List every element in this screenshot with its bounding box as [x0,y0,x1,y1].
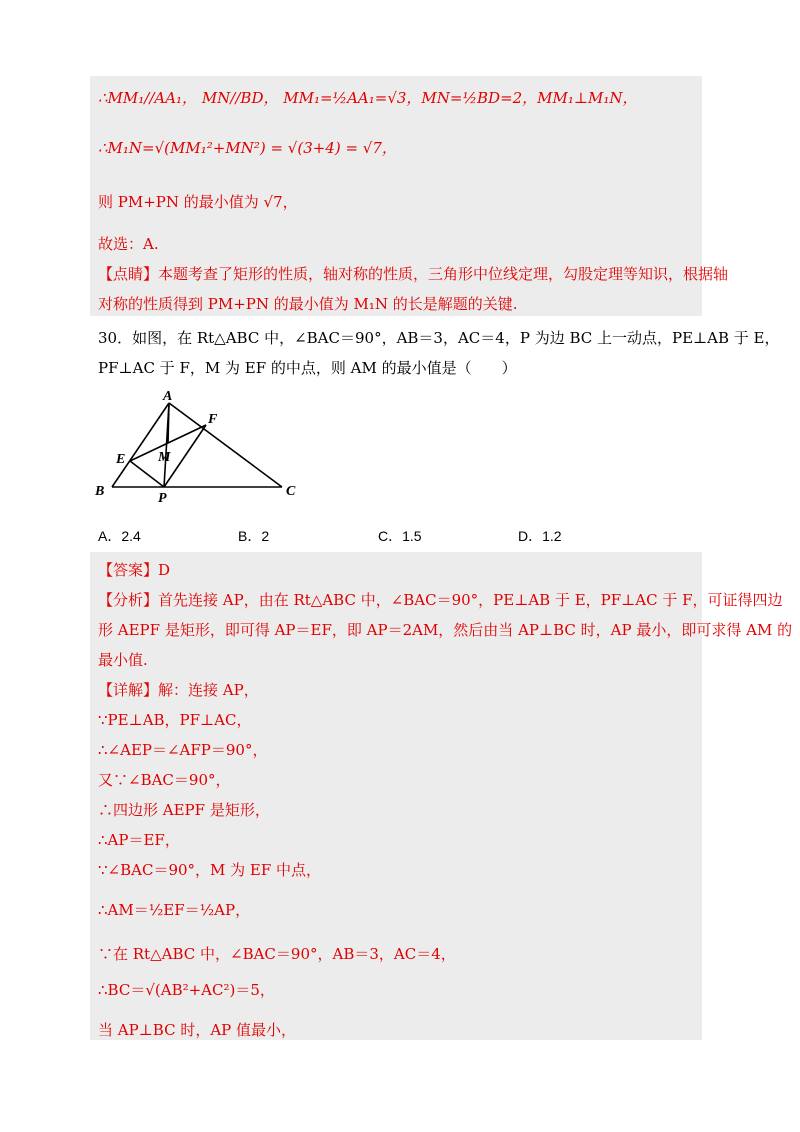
label-B: B [95,484,105,499]
triangle-figure [90,385,310,505]
segment-AB [112,403,169,487]
label-C: C [286,484,296,499]
detail-line-5: ∴四边形 AEPF 是矩形， [98,801,270,819]
top-line-1: ∴MM₁//AA₁， MN//BD， MM₁=½AA₁=√3，MN=½BD=2，MM₁⊥M₁N， [98,89,638,107]
label-E: E [116,452,126,467]
detail-line-11: 当 AP⊥BC 时，AP 值最小， [98,1021,297,1039]
option-a: A．2.4 [98,528,141,544]
option-b: B．2 [238,528,270,544]
label-A: A [163,389,173,404]
detail-line-9: ∵在 Rt△ABC 中，∠BAC＝90°，AB＝3，AC＝4， [98,945,456,963]
option-c: C．1.5 [378,528,422,544]
label-F: F [208,412,218,427]
label-P: P [158,491,167,505]
detail-line-10: ∴BC＝√(AB²+AC²)＝5， [98,981,275,999]
label-M: M [158,450,171,465]
top-line-3: 则 PM+PN 的最小值为 √7， [98,193,298,211]
top-line-4: 故选：A. [98,235,159,253]
question-line-1: 30．如图，在 Rt△ABC 中，∠BAC＝90°，AB＝3，AC＝4，P 为边 BC 上一动点，PE⊥AB 于 E， [98,329,780,347]
segment-AM [168,403,169,443]
answer-line: 【答案】D [98,561,171,579]
analysis-line-3: 最小值. [98,651,148,669]
detail-line-7: ∵∠BAC＝90°，M 为 EF 中点， [98,861,322,879]
analysis-line-1: 【分析】首先连接 AP，由在 Rt△ABC 中，∠BAC＝90°，PE⊥AB 于 E，PF⊥AC 于 F，可证得四边 [98,591,783,609]
detail-line-2: ∵PE⊥AB，PF⊥AC， [98,711,252,729]
option-d: D．1.2 [518,528,562,544]
detail-line-3: ∴∠AEP＝∠AFP＝90°， [98,741,268,759]
analysis-line-2: 形 AEPF 是矩形，即可得 AP＝EF，即 AP＝2AM，然后由当 AP⊥BC 时，AP 最小，即可求得 AM 的 [98,621,793,639]
segment-AC [169,403,282,487]
detail-line-1: 【详解】解：连接 AP， [98,681,259,699]
top-line-6: 对称的性质得到 PM+PN 的最小值为 M₁N 的长是解题的关键. [98,295,518,313]
top-line-2: ∴M₁N=√(MM₁²+MN²) = √(3+4) = √7， [98,139,397,157]
question-line-2: PF⊥AC 于 F，M 为 EF 的中点，则 AM 的最小值是（ ） [98,359,517,377]
detail-line-6: ∴AP＝EF， [98,831,180,849]
detail-line-8: ∴AM＝½EF＝½AP， [98,901,251,919]
detail-line-4: 又∵∠BAC＝90°， [98,771,231,789]
top-line-5: 【点睛】本题考查了矩形的性质，轴对称的性质，三角形中位线定理，勾股定理等知识，根据轴 [98,265,729,283]
